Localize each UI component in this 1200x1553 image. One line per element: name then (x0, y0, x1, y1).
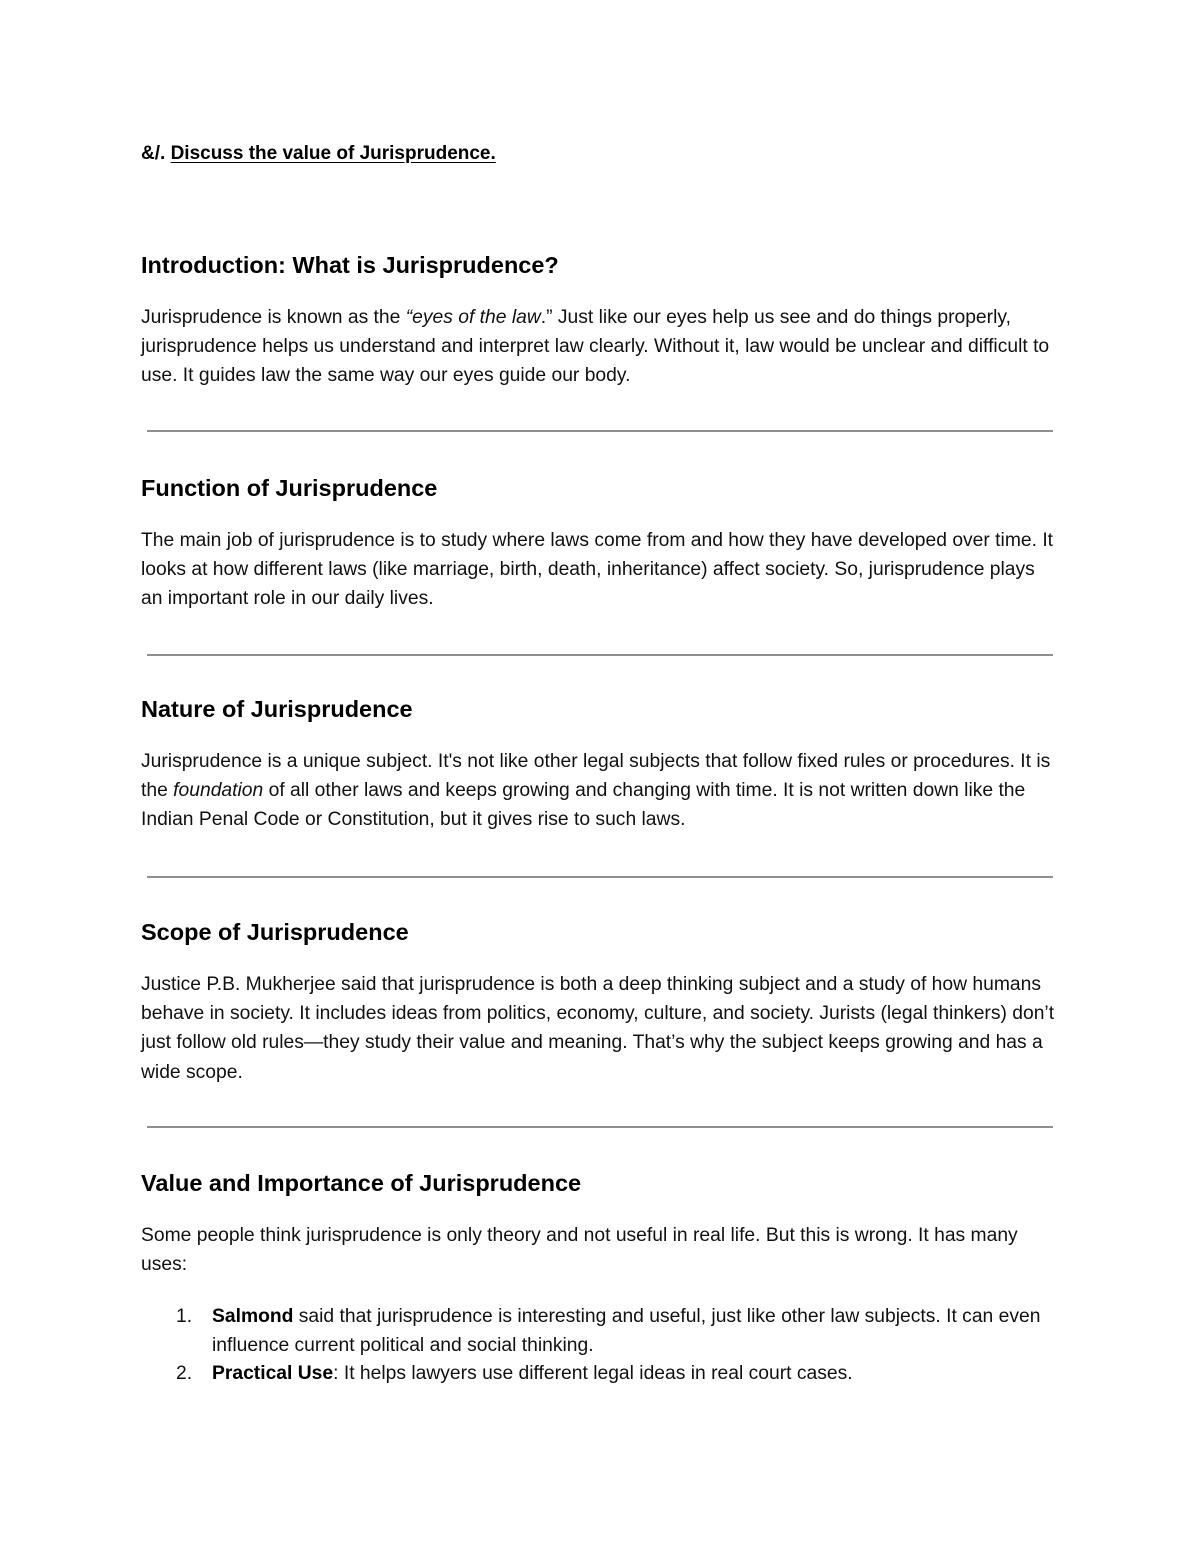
list-item (141, 1303, 1061, 1360)
question-text: Discuss the value of Jurisprudence. (170, 143, 496, 164)
list-item-text: : It helps lawyers use different legal ideas in real court cases. (333, 1363, 853, 1384)
section-scope (141, 917, 1061, 1087)
section-heading: Introduction: What is Jurisprudence? (141, 252, 559, 278)
section-paragraph: Justice P.B. Mukherjee said that jurisprudence is both a deep thinking subject and a study of how humans behave in society. It includes ideas from politics, economy, culture, and society. Jurists (legal thinkers) don’t just follow old rules—they study their value and meaning. That’s why the subject keeps growing and has a wide scope. (141, 974, 1055, 1083)
section-introduction (141, 250, 1061, 391)
section-paragraph: Jurisprudence is known as the “eyes of the law.” Just like our eyes help us see and do things properly, jurisprudence helps us understand and interpret law clearly. Without it, law would be unclear and difficult to use. It guides law the same way our eyes guide our body. (141, 307, 1050, 387)
section-paragraph: Jurisprudence is a unique subject. It's not like other legal subjects that follow fixed rules or procedures. It is the foundation of all other laws and keeps growing and changing with time. It is not written down like the Indian Penal Code or Constitution, but it gives rise to such laws. (141, 751, 1051, 831)
section-heading: Nature of Jurisprudence (141, 696, 413, 722)
horizontal-divider (147, 876, 1053, 878)
section-nature (141, 694, 1061, 835)
section-value-importance (141, 1168, 1061, 1279)
question-line (141, 143, 496, 165)
list-item (141, 1360, 1061, 1389)
section-heading: Function of Jurisprudence (141, 475, 438, 501)
emphasis-text: foundation (173, 780, 264, 802)
list-item-bold: Practical Use (212, 1363, 334, 1384)
list-number: 1. (176, 1306, 193, 1327)
section-heading: Scope of Jurisprudence (141, 919, 409, 945)
emphasis-text: “eyes of the law (405, 307, 541, 328)
question-prefix: &/. (141, 143, 166, 164)
section-paragraph: The main job of jurisprudence is to study where laws come from and how they have developed over time. It looks at how different laws (like marriage, birth, death, inheritance) affect society. So, jurisprudence plays an important role in our daily lives. (141, 530, 1054, 610)
section-function (141, 473, 1061, 614)
list-item-bold: Salmond (212, 1306, 294, 1327)
list-number: 2. (176, 1363, 193, 1384)
list-item-text: said that jurisprudence is interesting and useful, just like other law subjects. It can even influence current political and social thinking. (212, 1306, 1041, 1356)
section-heading: Value and Importance of Jurisprudence (141, 1170, 582, 1196)
horizontal-divider (147, 430, 1053, 432)
horizontal-divider (147, 654, 1053, 656)
section-paragraph: Some people think jurisprudence is only theory and not useful in real life. But this is wrong. It has many uses: (141, 1225, 1018, 1276)
uses-list (141, 1303, 1061, 1389)
horizontal-divider (147, 1126, 1053, 1128)
